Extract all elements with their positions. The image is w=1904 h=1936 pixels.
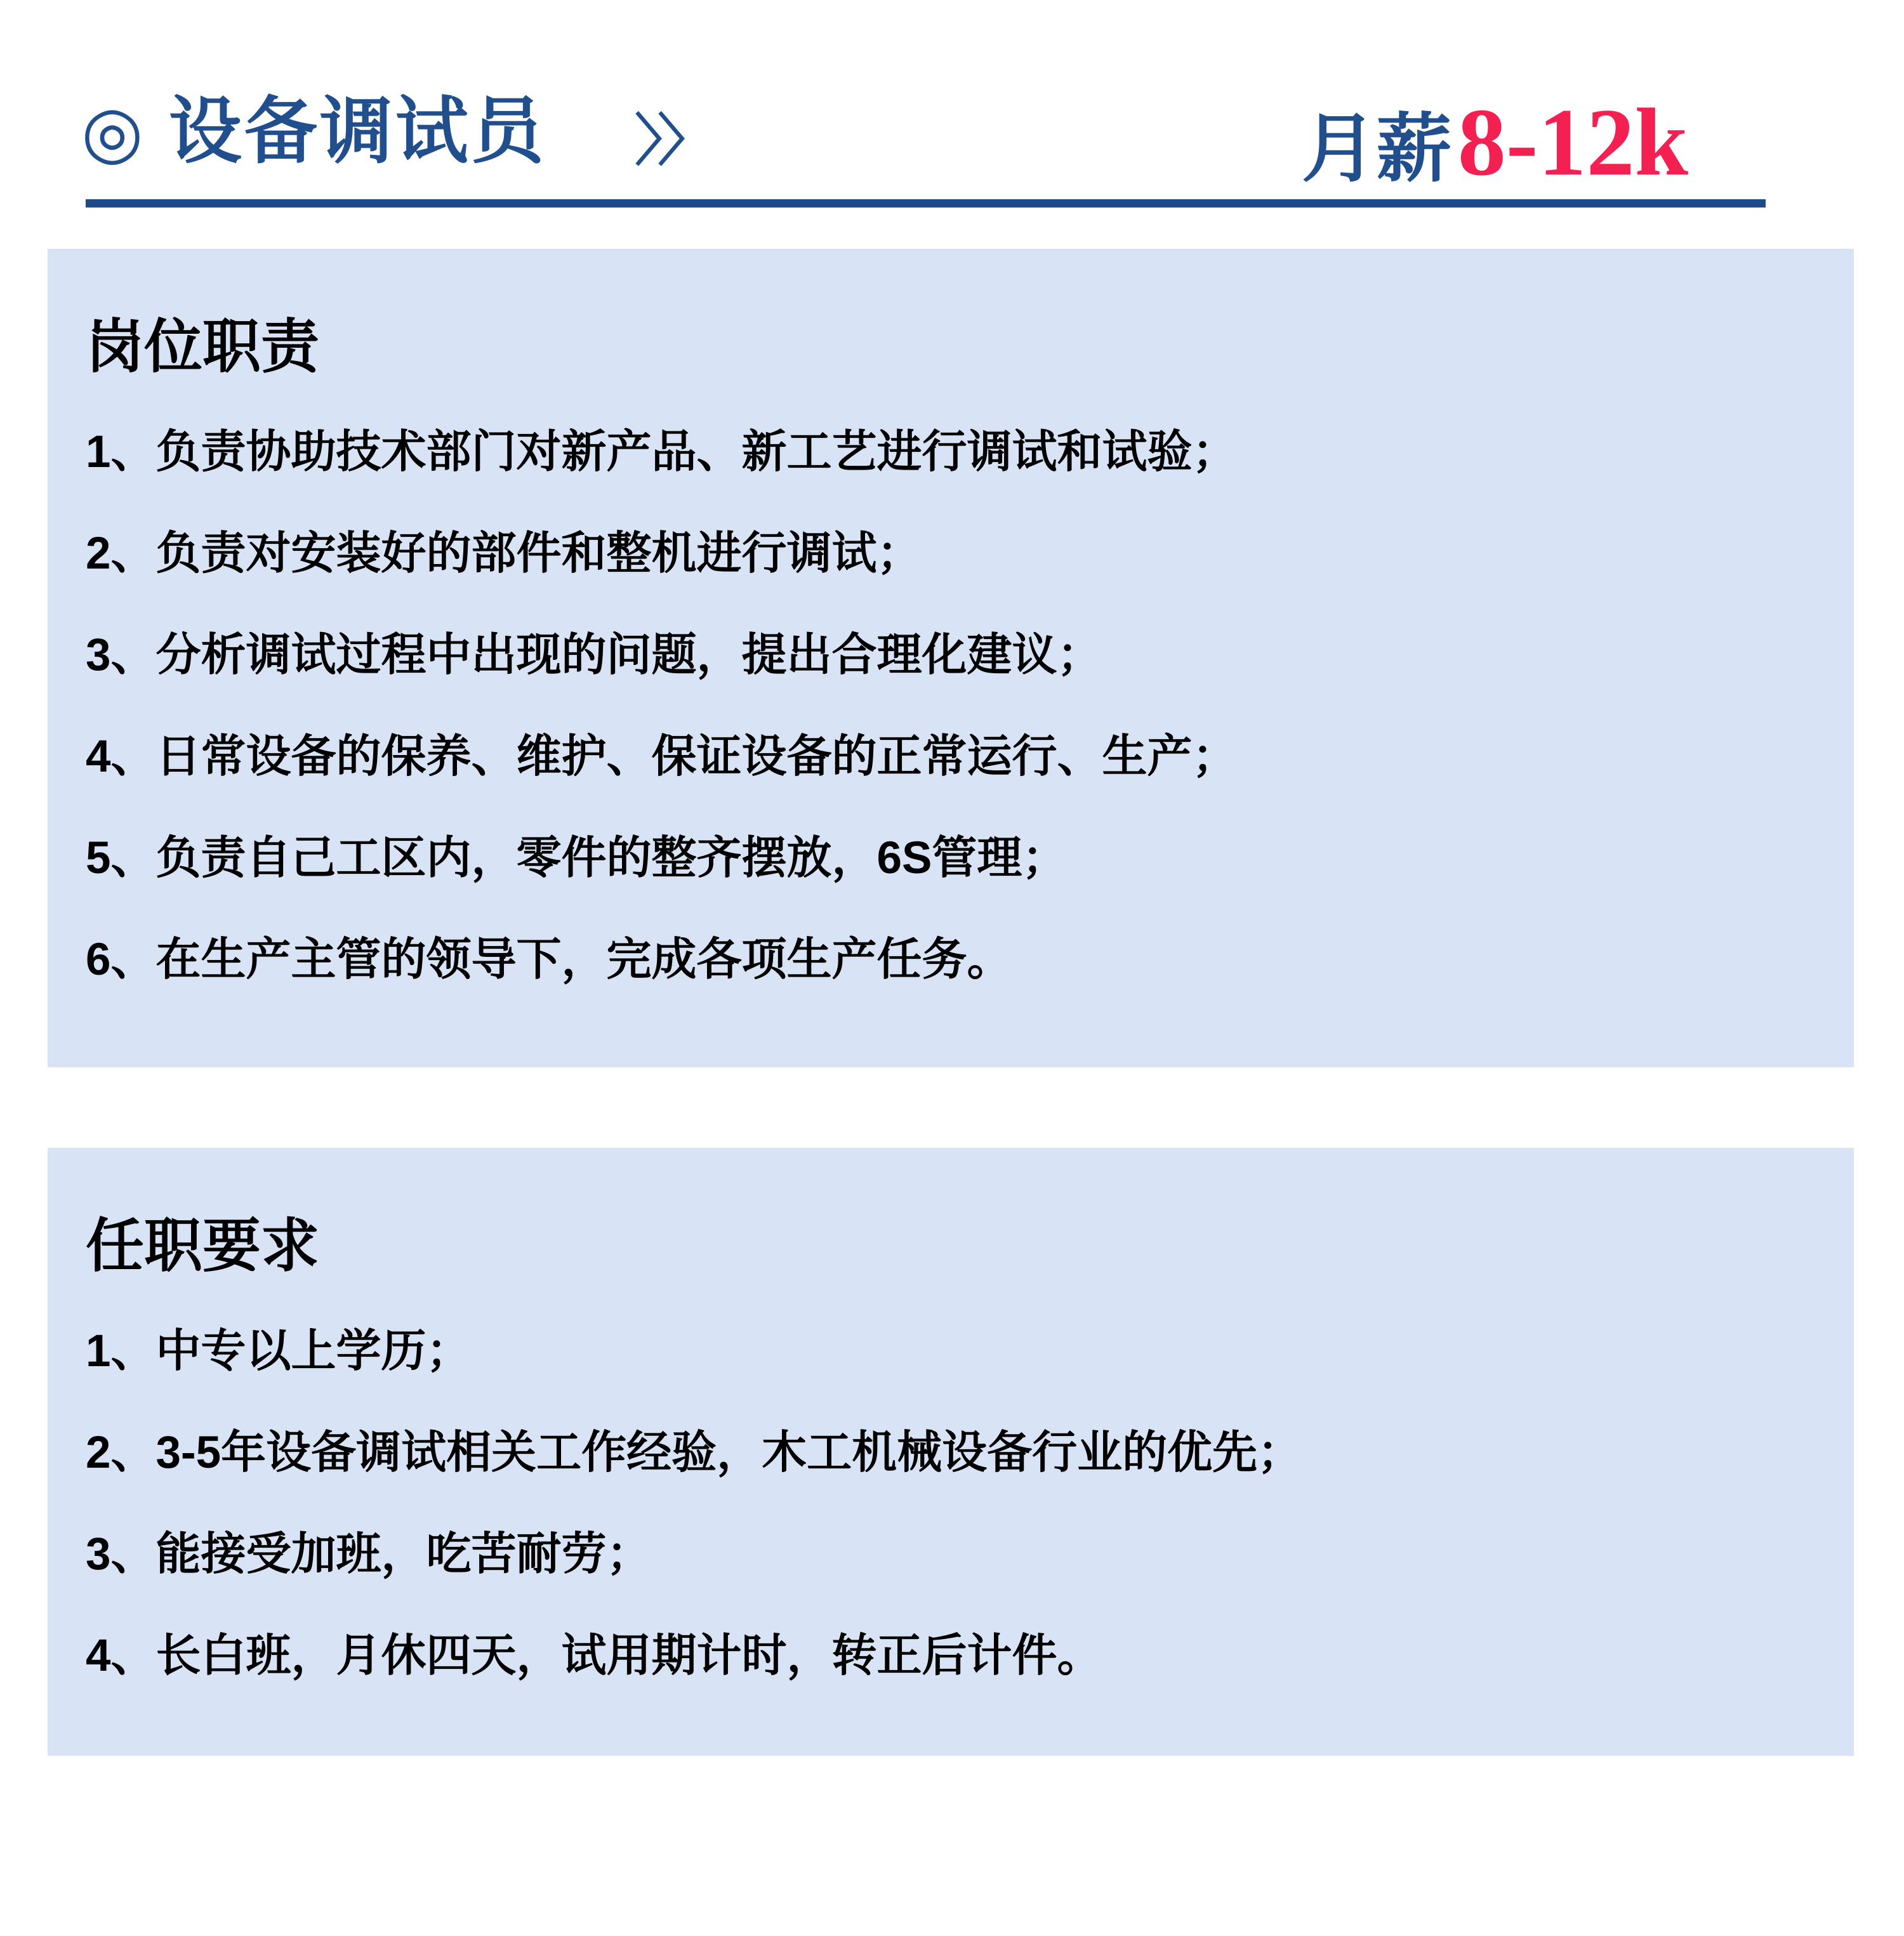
requirement-item: 3、能接受加班，吃苦耐劳； (86, 1529, 652, 1580)
salary-value: 8-12k (1457, 89, 1688, 195)
responsibilities-heading: 岗位职责 (86, 315, 320, 379)
responsibility-item: 5、负责自己工区内，零件的整齐摆放，6S管理； (86, 833, 1068, 884)
responsibility-item: 1、负责协助技术部门对新产品、新工艺进行调试和试验； (86, 427, 1238, 478)
section-responsibilities (48, 249, 1854, 1067)
chevron-right-icon: 〉〉 (635, 109, 709, 172)
responsibility-item: 6、在生产主管的领导下，完成各项生产任务。 (86, 935, 1012, 985)
job-header (81, 91, 546, 172)
responsibility-item: 3、分析调试过程中出现的问题，提出合理化建议； (86, 630, 1102, 681)
section-requirements (48, 1148, 1854, 1756)
requirement-item: 2、3-5年设备调试相关工作经验，木工机械设备行业的优先； (86, 1428, 1303, 1478)
bullseye-icon: ◎ (81, 91, 143, 171)
requirements-heading: 任职要求 (86, 1214, 320, 1279)
requirement-item: 4、长白班，月休四天，试用期计时，转正后计件。 (86, 1631, 1102, 1682)
salary-label: 月薪 (1301, 107, 1451, 191)
requirement-item: 1、中专以上学历； (86, 1326, 472, 1377)
responsibility-item: 2、负责对安装好的部件和整机进行调试； (86, 529, 922, 579)
responsibility-item: 4、日常设备的保养、维护、保证设备的正常运行、生产； (86, 732, 1238, 782)
salary (1301, 89, 1688, 195)
title-underline (86, 199, 1766, 207)
job-title: 设备调试员 (168, 91, 546, 172)
